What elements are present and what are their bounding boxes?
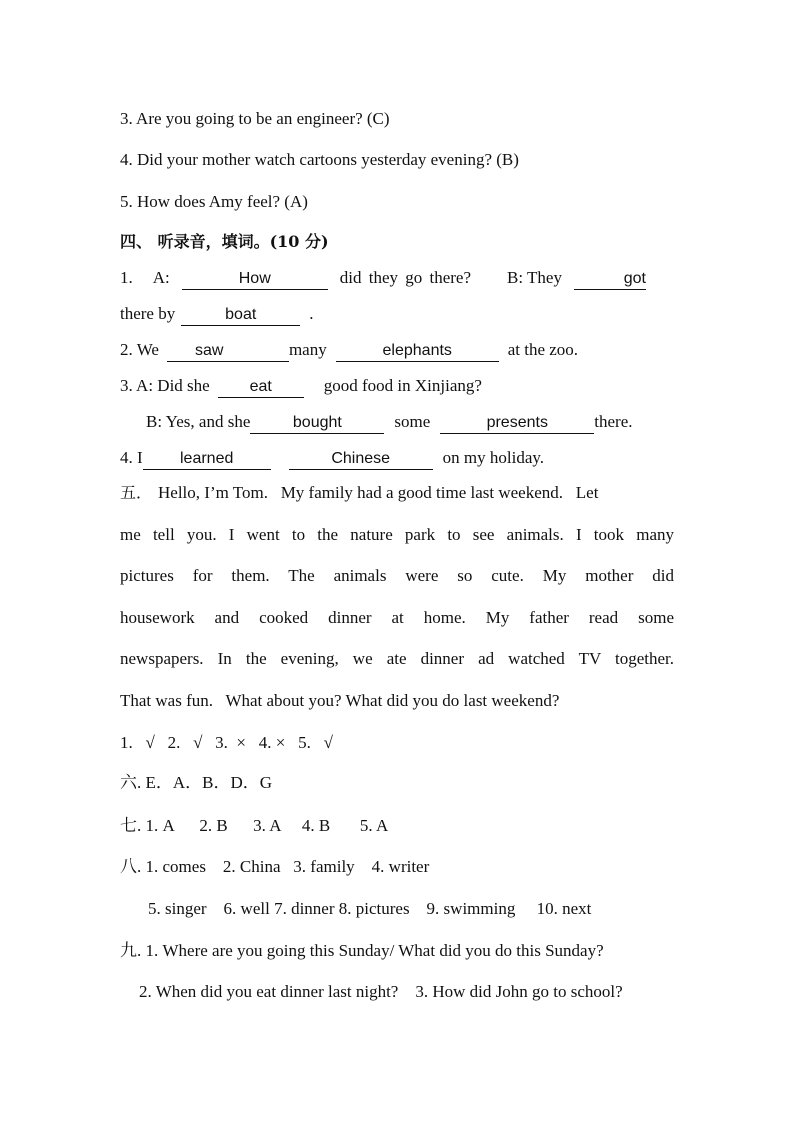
sentence-text: 2. We	[120, 340, 159, 359]
transcript-text: Hello, I’m Tom. My family had a good time last weekend. Let	[158, 483, 599, 502]
fill-sentence-2	[120, 339, 578, 361]
answer-blank: boat	[181, 305, 300, 326]
answer-q5: 5. How does Amy feel? (A)	[120, 192, 308, 211]
sentence-text: some	[394, 412, 431, 431]
transcript-line-1	[120, 482, 598, 504]
transcript-line-5: newspapers. In the evening, we ate dinner ad watched TV together.	[120, 649, 674, 668]
sentence-end: .	[309, 304, 314, 323]
answer-blank: How	[182, 269, 328, 290]
answer-blank: bought	[250, 413, 384, 434]
sentence-end: good food in Xinjiang?	[323, 376, 482, 395]
fill-sentence-1	[120, 267, 646, 289]
sentence-end: on my holiday.	[442, 448, 545, 467]
fill-sentence-1-cont	[120, 303, 313, 325]
speaker-a-label: A:	[152, 268, 170, 287]
answers-part5: 1. √ 2. √ 3. × 4. × 5. √	[120, 733, 333, 752]
sentence-end: at the zoo.	[507, 340, 579, 359]
fill-sentence-4	[120, 447, 544, 469]
fill-sentence-3b	[146, 411, 633, 433]
speaker-b-label: B: They	[507, 268, 562, 287]
answer-blank: Chinese	[289, 449, 433, 470]
sentence-text: did they go there?	[339, 268, 472, 287]
sentence-text: 3. A: Did she	[120, 376, 210, 395]
answers-part9-line1: 九. 1. Where are you going this Sunday/ What did you do this Sunday?	[120, 941, 604, 960]
answers-part7: 七. 1. A 2. B 3. A 4. B 5. A	[120, 816, 389, 835]
sentence-text: 4. I	[120, 448, 143, 467]
answer-blank: learned	[143, 449, 271, 470]
transcript-line-4: housework and cooked dinner at home. My father read some	[120, 608, 674, 627]
transcript-line-2: me tell you. I went to the nature park to see animals. I took many	[120, 525, 674, 544]
answer-blank: elephants	[336, 341, 499, 362]
sentence-text: B: Yes, and she	[146, 412, 251, 431]
answer-blank: presents	[440, 413, 594, 434]
answer-blank: eat	[218, 377, 304, 398]
fill-sentence-3a	[120, 375, 482, 397]
answer-q3: 3. Are you going to be an engineer? (C)	[120, 109, 390, 128]
sentence-number: 1.	[120, 268, 133, 287]
answer-q4: 4. Did your mother watch cartoons yesterday evening? (B)	[120, 150, 519, 169]
transcript-line-3: pictures for them. The animals were so cute. My mother did	[120, 566, 674, 585]
sentence-text: many	[288, 340, 327, 359]
answer-word: saw	[194, 342, 224, 359]
answers-part6: 六. E．A．B．D．G	[120, 773, 273, 792]
sentence-end: there.	[594, 412, 633, 431]
answer-blank	[167, 341, 289, 362]
answers-part8-line2: 5. singer 6. well 7. dinner 8. pictures 9. swimming 10. next	[148, 899, 592, 918]
sentence-text: there by	[120, 304, 176, 323]
answers-part9-line2: 2. When did you eat dinner last night? 3. How did John go to school?	[139, 982, 623, 1001]
answer-blank: got	[574, 269, 646, 290]
section-heading-part4: 四、 听录音，填词。(10 分)	[120, 232, 329, 251]
answers-part8-line1: 八. 1. comes 2. China 3. family 4. writer	[120, 857, 430, 876]
transcript-line-6: That was fun. What about you? What did you do last weekend?	[120, 691, 560, 710]
section-label-part5: 五．	[120, 483, 153, 502]
